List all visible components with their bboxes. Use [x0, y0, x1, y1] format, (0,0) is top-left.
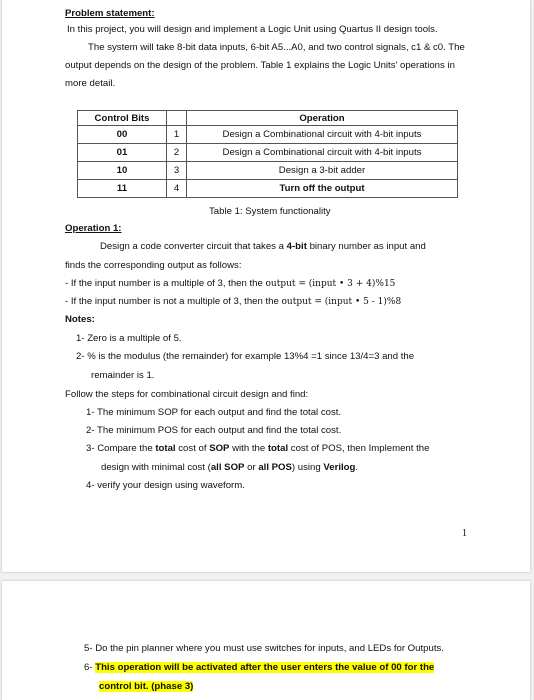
table-row [78, 162, 458, 180]
cell-operation: Design a 3-bit adder [187, 162, 458, 180]
table-header-row [78, 111, 458, 126]
cell-number: 2 [167, 144, 187, 162]
step-6-continued [99, 681, 193, 693]
problem-text-line-3: output depends on the design of the problem. Table 1 explains the Logic Units' operations in [65, 60, 455, 71]
header-control-bits: Control Bits [78, 111, 167, 126]
page-number: 1 [462, 528, 467, 539]
cell-control-bits: 01 [78, 144, 167, 162]
text-span: binary number as input and [306, 241, 426, 252]
note-2-continued: remainder is 1. [91, 370, 155, 381]
text-span: cost of POS, then Implement the [288, 443, 430, 454]
bold-text: total [267, 443, 289, 454]
document-page-1 [2, 0, 530, 572]
rule-not-multiple-of-3 [65, 296, 401, 308]
highlighted-text: This operation will be activated after the user enters the value of 00 for the [95, 662, 435, 673]
operation-1-heading: Operation 1: [65, 223, 122, 234]
table-row [78, 180, 458, 198]
cell-control-bits: 10 [78, 162, 167, 180]
table-row [78, 144, 458, 162]
note-1: 1- Zero is a multiple of 5. [76, 333, 182, 344]
document-page-2 [2, 581, 530, 700]
highlighted-text: control bit. (phase 3) [99, 681, 194, 692]
step-5: 5- Do the pin planner where you must use switches for inputs, and LEDs for Outputs. [84, 643, 444, 654]
text-span: design with minimal cost ( [101, 462, 211, 473]
bold-text: 4-bit [286, 241, 307, 252]
cell-number: 4 [167, 180, 187, 198]
table-caption: Table 1: System functionality [209, 206, 331, 217]
table-row [78, 126, 458, 144]
text-span: Design a code converter circuit that takes a [100, 241, 287, 252]
bold-text: total [155, 443, 176, 454]
cell-number: 3 [167, 162, 187, 180]
header-number [167, 111, 187, 126]
notes-heading: Notes: [65, 314, 95, 325]
text-span: - If the input number is a multiple of 3, then the [65, 278, 266, 289]
follow-steps-text: Follow the steps for combinational circuit design and find: [65, 389, 309, 400]
step-3 [86, 443, 429, 455]
header-operation: Operation [187, 111, 458, 126]
problem-text-line-4: more detail. [65, 78, 116, 89]
step-2: 2- The minimum POS for each output and find the total cost. [86, 425, 342, 436]
bold-text: SOP [209, 443, 230, 454]
text-span: 3- Compare the [86, 443, 156, 454]
cell-operation: Design a Combinational circuit with 4-bit inputs [187, 144, 458, 162]
cell-control-bits: 11 [78, 180, 167, 198]
step-6 [84, 662, 434, 674]
note-2: 2- % is the modulus (the remainder) for example 13%4 =1 since 13/4=3 and the [76, 351, 415, 362]
text-span: 6- [84, 662, 96, 673]
problem-text-line-2: The system will take 8-bit data inputs, 6-bit A5...A0, and two control signals, c1 & c0. The [88, 42, 465, 53]
text-span: cost of [175, 443, 210, 454]
text-span: or [244, 462, 259, 473]
bold-text: all POS [258, 462, 292, 473]
text-span: . [355, 462, 359, 473]
text-span: with the [229, 443, 268, 454]
bold-text: all SOP [210, 462, 245, 473]
cell-operation: Design a Combinational circuit with 4-bit inputs [187, 126, 458, 144]
problem-text-line-1: In this project, you will design and implement a Logic Unit using Quartus II design tools. [67, 24, 438, 35]
cell-operation: Turn off the output [187, 180, 458, 198]
rule-multiple-of-3 [65, 278, 395, 290]
step-1: 1- The minimum SOP for each output and find the total cost. [86, 407, 342, 418]
cell-control-bits: 00 [78, 126, 167, 144]
operation-1-line-2: finds the corresponding output as follows: [65, 260, 242, 271]
cell-number: 1 [167, 126, 187, 144]
text-span: ) using [291, 462, 324, 473]
operation-1-line-1 [100, 241, 426, 253]
text-span: - If the input number is not a multiple of 3, then the [65, 296, 282, 307]
step-4: 4- verify your design using waveform. [86, 480, 245, 491]
math-formula: output = (input • 3 + 4)%15 [265, 279, 396, 289]
math-formula: output = (input • 5 - 1)%8 [281, 297, 402, 307]
step-3-continued [101, 462, 358, 474]
system-functionality-table [77, 110, 458, 198]
bold-text: Verilog [323, 462, 356, 473]
problem-statement-heading: Problem statement: [65, 8, 155, 19]
